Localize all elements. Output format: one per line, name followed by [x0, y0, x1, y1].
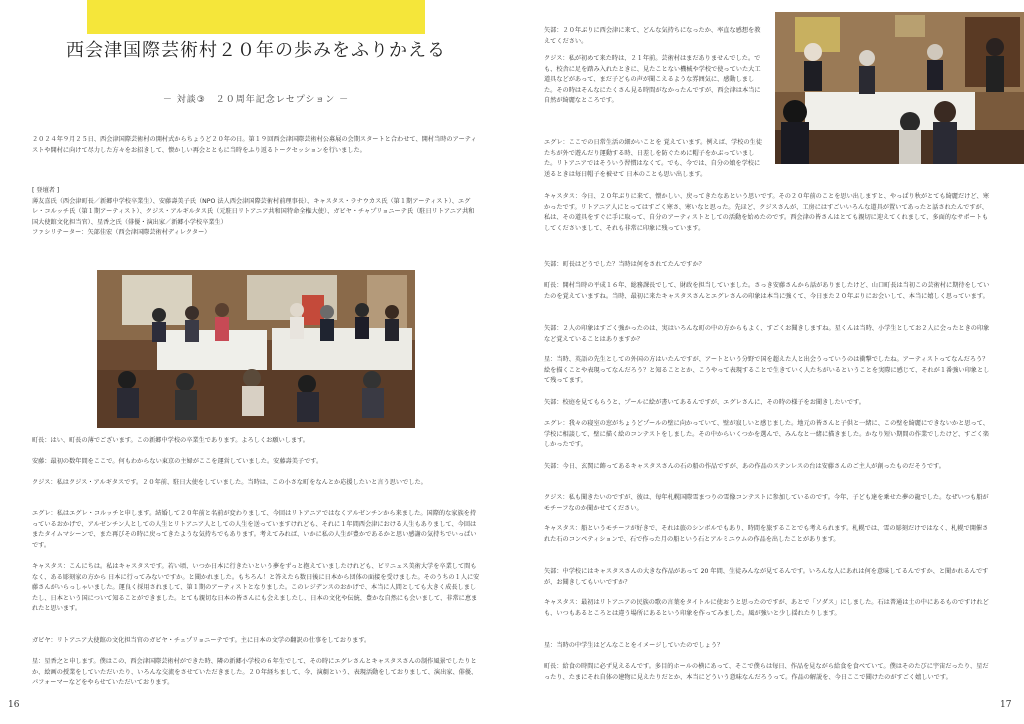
answer-kestas-boat: キャスタス：船というモチーフが好きで、それは旅のシンボルでもあり、時間を旅することでも考えられます。札幌では、雪の彫刻だけではなく、札幌で開催された石のコンペティションで、石で作った月の船という石とアルミニウムの作品を出したことがあります。 [544, 525, 989, 543]
dialogue-kestas: キャスタス：こんにちは。私はキャスタスです。若い頃、いつか日本に行きたいという夢をずっと抱えていましたけれども、ビリニュス美術大学を卒業して間もなく、ある彫刻家の方から 日本に行ってみないですか。と聞かれました。もちろん！と答えたら数日後に日本から団体の面接を受けました。そのうちの１人に安藤さんがいらっしゃいました。運良く採用されまして、第１期のアーティストとなりました。このレジデンスのおかげで、本当に人間としても大きく成長しましたし、日本という国について知ることができました。とても親切な日本の皆さんにも会えましたし、日本の文化や伝統、豊かな自然にも会いまして、非常に恵まれたと思います。 [32, 563, 480, 613]
participants-list: 薄友喜氏（西会津町長／新郷中学校卒業生）、安藤壽美子氏（NPO 法人西会津国際芸術村前理事長）、キャスタス・ラナウカス氏（第１期アーティスト）、エグレ・コルッチ氏（第１期アーティスト）、クジス・アルギルタス氏（元駐日リトアニア共和国特命全権大使）、ガビヤ・チャプリョニーテ氏（駐日リトアニア共和国大使館文化担当官）、星香之氏（俳優・演出家／新郷小学校卒業生） [32, 197, 475, 226]
reception-photo [97, 270, 415, 428]
answer-egle: エグレ：ここでの日常生活の細かいことを 覚えています。例えば、学校の生徒たちが外で遊んだり運動する時、日差しを防ぐために帽子をかぶっていました。リトアニアではそういう習慣はなくて。でも、今では、自分の娘を学校に送るときは毎日帽子を被せて 日本のことも思い出します。 [544, 139, 763, 178]
question-4: 矢部：校庭を見てもらうと、プールに絵が書いてあるんですが、エグレさんに、その時の様子をお聞きしたいです。 [544, 399, 865, 406]
participants-block [32, 186, 480, 239]
answer-egle-pool: エグレ：我々の寝室の窓がちょうどプールの壁に向かっていて、壁が寂しいと感じました。地元の皆さんと子供と一緒に、この壁を綺麗にできないかと思って、学校に相談して、壁に描く絵のコンテストをしました。その中からいくつかを選んで、みんなと一緒に描きました。かなり短い期間の作業でしたけど、すごく楽しかったです。 [544, 420, 989, 449]
facilitator-line: ファシリテーター：矢部佳宏（西会津国際芸術村ディレクター） [32, 229, 211, 237]
answer-kestas-sodas: キャスタス：最初はリトアニアの民族の歌の言葉をタイトルに使おうと思ったのですが、あとで「ソダス」にしました。石は普通は土の中にあるものですけれども、いつもあるところとは違う場所にあるという印象を作ってみました。風が強いと少し揺れたりします。 [544, 599, 989, 617]
answer-mayor: 町長：開村当時の平成１６年、総務課長でして、財政を担当していました。さっき安藤さんから話がありましたけど、山口町長は当初この芸術村に期待をしていたのを覚えていますね。当時、最初に来たキャスタスさんとエグレさんの印象は本当に強くて、今日また２０年ぶりにお会いして、本当に嬉しく思っています。 [544, 282, 990, 300]
answer-hoshi: 星：当時、英語の先生としての外国の方はいたんですが、アートという分野で国を超えた人と出会うっていうのは衝撃でしたね。アーティストってなんだろう？絵を描くことや表現ってなんだろう？と知ることとか、こうやって表現することで生きていく人たちがいるということを実際に感じて、それが１番強い印象として残ってます。 [544, 356, 990, 385]
question-6: 矢部：中学校にはキャスタスさんの大きな作品があって 20 年間、生徒みんなが見てるんです。いろんな人にあれは何を意味してるんですか、と聞かれるんですが、お聞きしてもいいですか？ [544, 568, 989, 586]
dialogue-mayor: 町長：はい、町長の薄でございます。この新郷中学校の卒業生であります。よろしくお願いします。 [32, 437, 309, 444]
answer-mayor-2: 町長：給食の時間に必ず見えるんです。多目的ホールの横にあって、そこで僕らは毎日、作品を見ながら給食を食べていて。僕はそのたびに宇宙だったり、星だったり、たまにそれ自体の建物に見えたりだとか、本当にどういう意味なんだろうって。作品の解説を、今日ここで聞けたのがすごく嬉しいです。 [544, 663, 989, 681]
question-3: 矢部：２人の印象はすごく強かったのは、実はいろんな町の中の方からもよく、すごくお聞きしますね。星くんは当時、小学生としてお２人に会ったときの印象など覚えていることはありますか？ [544, 325, 990, 343]
dialogue-hoshi: 星：星香之と申します。僕はこの、西会津国際芸術村ができた時、隣の新郷小学校の６年生でして、その時にエグレさんとキャスタスさんの制作風景でしたりとか、絵画の授業をしていただいたり、いろんな交流をさせていただきました。２０年経ちまして、今、演劇という、表現活動をしておりまして、演出家、俳優、パフォーマーなどをやらせていただいております。 [32, 658, 478, 687]
yellow-accent-bar [87, 0, 425, 34]
page-title: 西会津国際芸術村２０年の歩みをふりかえる [66, 40, 446, 61]
participants-heading: [ 登壇者 ] [32, 187, 60, 194]
intro-paragraph: ２０２４年９月２５日、西会津国際芸術村の開村式からちょうど２０年の日。第１９回西会津国際芸術村公募展の会期スタートと合わせて、開村当時のアーティストや開村に向けて尽力した方々をお招きして、懐かしい再会とともに当時をふり返るトークセッションを行いました。 [32, 136, 477, 154]
question-5: 矢部：今日、玄関に飾ってあるキャスタスさんの石の船の作品ですが、あの作品のステンレスの台は安藤さんのご主人が創ったものだそうです。 [544, 463, 945, 470]
panel-talk-photo [775, 12, 1024, 164]
dialogue-egle: エグレ：私はエグレ・コルッチと申します。結婚して２０年前と名前が変わりまして、今回はリトアニアではなくアルゼンチンから来ました。国際的な家族を持っているおかげで、アルゼンチン人としての人生とリトアニア人としての人生を送っていますけれども、それに１年間西会津における人生もありまして、今回はまたタイムマシーンで、また再びその時に戻ってきたような気持ちでもあります。考えてみれば、いかに私の人生が豊かであるかと思い感謝の気持ちでいっぱいです。 [32, 510, 477, 549]
question-2: 矢部：町長はどうでした？当時は何をされてたんですか？ [544, 261, 705, 268]
answer-kuzis: クジス：私が初めて来た時は、２１年前。芸術村はまだありませんでした。でも、校舎に足を踏み入れたときに、見たことない機械や学校で使っていた大工道具などがあって、まだ子どもの声が聞こえるような雰囲気に、感動しました。その時はそんなにたくさん見る時間がなかったんですが、西会津は本当に自然が綺麗なところです。 [544, 55, 761, 105]
dialogue-ando: 安藤：最初の数年間をここで。何もわからない東京の主婦がここを運営していました。安藤壽美子です。 [32, 458, 323, 465]
page-subtitle: － 対談③ ２０周年記念レセプション － [162, 95, 350, 105]
question-7: 星：当時の中学生はどんなことをイメージしていたのでしょう？ [544, 642, 724, 649]
page-number-left: 16 [8, 700, 20, 710]
answer-kuzis-2: クジス：私も聞きたいのですが、彼は、毎年札幌国際雪まつりの雪像コンテストに参加しているのです。今年、子ども達を乗せた夢の龍でした。なぜいつも船がモチーフなのか聞かせてください。 [544, 494, 989, 512]
dialogue-gabija: ガビヤ：リトアニア大使館の文化担当官のガビヤ・チェプリョニーテです。主に日本の文学の翻訳の仕事をしております。 [32, 637, 371, 644]
question-1: 矢部：２０年ぶりに西会津に来て、どんな気持ちになったか、率直な感想を教えてください。 [544, 27, 761, 45]
answer-kestas: キャスタス：今日、２０年ぶりに来て、懐かしい、戻ってきたなあという思いです。その２０年前のことを思い出しますと、やっぱり秋がとても綺麗だけど、寒かったです。リトアニア人にとってはすごく寒さ、寒いなと思った。先ほど、クジスさんが、工房にはすごいいろんな道具が置いてあったと話されたんですが、私は、その道具をすぐに手に取って、自分のアーティストとしての活動を始めたのです。西会津の皆さんはとても親切に迎えてくれまして、多面的なサポートもしてくださいまして、それも非常に印象に残っています。 [544, 193, 989, 232]
page-number-right: 17 [1000, 700, 1012, 710]
right-page [512, 0, 1024, 724]
dialogue-kuzis: クジス：私はクジス・アルギタスです。２０年前、駐日大使をしていました。当時は、この小さな町をなんとか応援したいと言う思いでした。 [32, 479, 427, 486]
